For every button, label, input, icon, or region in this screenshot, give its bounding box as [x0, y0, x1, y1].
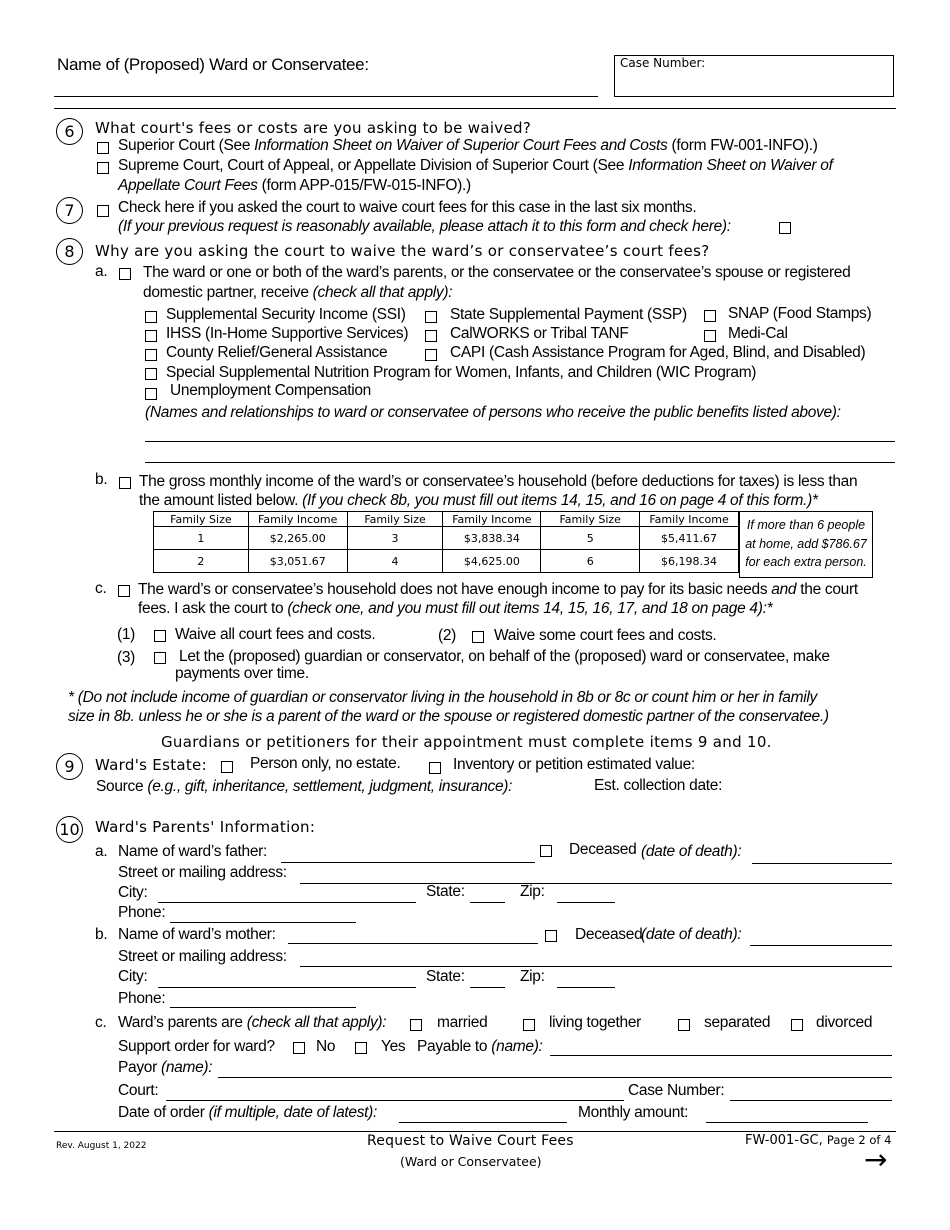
item-6-question: What court's fees or costs are you asking to be waived?	[95, 119, 532, 137]
item-10b-label: b.	[95, 926, 108, 943]
inventory-checkbox[interactable]	[429, 762, 441, 774]
table-cell: 2	[154, 550, 249, 573]
option-3-number: (3)	[117, 649, 136, 666]
superior-court-label: Superior Court (See Information Sheet on Waiver of Superior Court Fees and Costs (form FW-001-INFO).)	[118, 137, 818, 154]
form-title: Request to Waive Court Fees	[367, 1133, 574, 1149]
ssp-checkbox[interactable]	[425, 311, 437, 323]
father-deceased-checkbox[interactable]	[540, 845, 552, 857]
mother-date-of-death-label: (date of death):	[641, 926, 742, 943]
case-number-label: Case Number:	[620, 56, 706, 70]
item-8c-label: c.	[95, 580, 107, 597]
married-checkbox[interactable]	[410, 1019, 422, 1031]
item-8a-text: The ward or one or both of the ward’s parents, or the conservatee or the conservatee’s spouse or registered	[143, 264, 851, 281]
header-cell: Family Income	[443, 512, 541, 527]
father-street-label: Street or mailing address:	[118, 864, 287, 881]
mother-deceased-label: Deceased	[575, 926, 643, 943]
table-cell: 4	[347, 550, 443, 573]
header-cell: Family Size	[154, 512, 249, 527]
father-state-label: State:	[426, 883, 465, 900]
county-relief-label: County Relief/General Assistance	[166, 344, 388, 361]
income-table-row	[154, 550, 739, 573]
ihss-label: IHSS (In-Home Supportive Services)	[166, 325, 409, 342]
ssi-label: Supplemental Security Income (SSI)	[166, 306, 406, 323]
unemployment-checkbox[interactable]	[145, 388, 157, 400]
income-table-header	[154, 512, 739, 527]
waive-all-checkbox[interactable]	[154, 630, 166, 642]
calworks-label: CalWORKS or Tribal TANF	[450, 325, 629, 342]
divorced-label: divorced	[816, 1014, 873, 1031]
appellate-court-label-cont: Appellate Court Fees (form APP-015/FW-015-INFO).)	[118, 177, 471, 194]
county-relief-checkbox[interactable]	[145, 349, 157, 361]
unemployment-label: Unemployment Compensation	[170, 382, 371, 399]
person-only-label: Person only, no estate.	[250, 755, 401, 772]
guardians-note: Guardians or petitioners for their appointment must complete items 9 and 10.	[161, 733, 772, 751]
snap-label: SNAP (Food Stamps)	[728, 305, 872, 322]
mother-zip-label: Zip:	[520, 968, 545, 985]
footnote-line-2: size in 8b. unless he or she is a parent of the ward or the spouse or registered domestic partner of the conservatee.)	[68, 708, 829, 725]
low-income-checkbox[interactable]	[119, 477, 131, 489]
table-cell: 6	[541, 550, 640, 573]
item-10a-label: a.	[95, 843, 108, 860]
father-state-field[interactable]	[470, 902, 505, 903]
payments-over-time-label: Let the (proposed) guardian or conservator, on behalf of the (proposed) ward or conservatee, make	[179, 648, 830, 665]
support-case-number-label: Case Number:	[628, 1082, 725, 1099]
parents-info-label: Ward's Parents' Information:	[95, 818, 316, 836]
ssp-label: State Supplemental Payment (SSP)	[450, 306, 687, 323]
waive-all-label: Waive all court fees and costs.	[175, 626, 376, 643]
ward-name-field[interactable]	[54, 96, 598, 97]
item-6-number: 6	[56, 118, 83, 145]
calworks-checkbox[interactable]	[425, 330, 437, 342]
header-cell: Family Income	[248, 512, 347, 527]
inventory-label: Inventory or petition estimated value:	[453, 756, 695, 773]
header-cell: Family Size	[347, 512, 443, 527]
wards-estate-label: Ward's Estate:	[95, 756, 207, 774]
public-benefits-checkbox[interactable]	[119, 268, 131, 280]
mother-deceased-checkbox[interactable]	[545, 930, 557, 942]
support-order-yes-checkbox[interactable]	[355, 1042, 367, 1054]
item-8-question: Why are you asking the court to waive the ward’s or conservatee’s court fees?	[95, 242, 710, 260]
table-cell: 3	[347, 527, 443, 550]
support-order-no-label: No	[316, 1038, 336, 1055]
date-of-order-field[interactable]	[399, 1122, 567, 1123]
ward-name-label: Name of (Proposed) Ward or Conservatee:	[57, 55, 369, 74]
mother-state-label: State:	[426, 968, 465, 985]
ssi-checkbox[interactable]	[145, 311, 157, 323]
header-divider	[54, 108, 896, 109]
payable-to-field[interactable]	[550, 1055, 892, 1056]
item-8b-label: b.	[95, 471, 108, 488]
support-order-yes-label: Yes	[381, 1038, 406, 1055]
divorced-checkbox[interactable]	[791, 1019, 803, 1031]
wic-checkbox[interactable]	[145, 368, 157, 380]
court-label: Court:	[118, 1082, 159, 1099]
page-number: Page 2 of 4	[826, 1133, 892, 1147]
item-8b-text-cont: the amount listed below. (If you check 8b, you must fill out items 14, 15, and 16 on page 4 of this form.)*	[139, 492, 818, 509]
item-10c-label: c.	[95, 1014, 107, 1031]
father-phone-label: Phone:	[118, 904, 166, 921]
married-label: married	[437, 1014, 488, 1031]
attach-previous-checkbox[interactable]	[779, 222, 791, 234]
living-together-label: living together	[549, 1014, 642, 1031]
monthly-amount-label: Monthly amount:	[578, 1104, 689, 1121]
form-subtitle: (Ward or Conservatee)	[400, 1154, 542, 1169]
wic-label: Special Supplemental Nutrition Program for Women, Infants, and Children (WIC Program)	[166, 364, 757, 381]
monthly-amount-field[interactable]	[706, 1122, 868, 1123]
mother-state-field[interactable]	[470, 987, 505, 988]
appellate-court-label: Supreme Court, Court of Appeal, or Appellate Division of Superior Court (See Information Sheet on Waiver of	[118, 157, 833, 174]
insufficient-income-checkbox[interactable]	[118, 585, 130, 597]
support-order-no-checkbox[interactable]	[293, 1042, 305, 1054]
benefit-recipients-note: (Names and relationships to ward or conservatee of persons who receive the public benefits listed above):	[145, 404, 841, 421]
item-8c-text: The ward’s or conservatee’s household does not have enough income to pay for its basic needs and the court	[138, 581, 858, 598]
item-7-attach-text: (If your previous request is reasonably available, please attach it to this form and check here):	[118, 218, 731, 235]
living-together-checkbox[interactable]	[523, 1019, 535, 1031]
father-deceased-label: Deceased	[569, 841, 637, 858]
table-cell: $3,051.67	[248, 550, 347, 573]
extra-person-note	[739, 511, 873, 578]
separated-label: separated	[704, 1014, 771, 1031]
support-case-number-field[interactable]	[730, 1100, 892, 1101]
mother-name-label: Name of ward’s mother:	[118, 926, 276, 943]
item-10-number: 10	[56, 816, 83, 843]
payable-to-label: Payable to (name):	[417, 1038, 543, 1055]
table-cell: 5	[541, 527, 640, 550]
mother-phone-field[interactable]	[170, 1007, 356, 1008]
item-8b-text: The gross monthly income of the ward’s or conservatee’s household (before deductions for taxes) is less than	[139, 473, 858, 490]
mother-city-field[interactable]	[158, 987, 416, 988]
father-date-of-death-label: (date of death):	[641, 843, 742, 860]
waive-some-label: Waive some court fees and costs.	[494, 627, 717, 644]
table-cell: $5,411.67	[640, 527, 739, 550]
payments-over-time-checkbox[interactable]	[154, 652, 166, 664]
payments-over-time-label-cont: payments over time.	[175, 665, 309, 682]
mother-zip-field[interactable]	[557, 987, 615, 988]
mother-city-label: City:	[118, 968, 148, 985]
header-cell: Family Size	[541, 512, 640, 527]
extra-person-note-1: If more than 6 people	[746, 518, 866, 532]
benefit-recipients-line-2[interactable]	[145, 462, 895, 463]
table-cell: $6,198.34	[640, 550, 739, 573]
next-page-arrow-icon[interactable]: →	[864, 1143, 888, 1176]
table-cell: $3,838.34	[443, 527, 541, 550]
table-cell: $4,625.00	[443, 550, 541, 573]
income-table-row	[154, 527, 739, 550]
father-date-of-death-field[interactable]	[752, 863, 892, 864]
benefit-recipients-line-1[interactable]	[145, 441, 895, 442]
item-8c-text-cont: fees. I ask the court to (check one, and you must fill out items 14, 15, 16, 17, and 18 on page 4):*	[138, 600, 773, 617]
payor-label: Payor (name):	[118, 1059, 213, 1076]
item-8-number: 8	[56, 238, 83, 265]
item-7-text: Check here if you asked the court to waive court fees for this case in the last six months.	[118, 199, 697, 216]
header-cell: Family Income	[640, 512, 739, 527]
footnote-line-1: * (Do not include income of guardian or conservator living in the household in 8b or 8c or count him or her in family	[68, 689, 817, 706]
ihss-checkbox[interactable]	[145, 330, 157, 342]
mother-phone-label: Phone:	[118, 990, 166, 1007]
mother-street-label: Street or mailing address:	[118, 948, 287, 965]
father-zip-label: Zip:	[520, 883, 545, 900]
superior-court-checkbox[interactable]	[97, 142, 109, 154]
father-city-label: City:	[118, 884, 148, 901]
waive-some-checkbox[interactable]	[472, 631, 484, 643]
item-7-number: 7	[56, 197, 83, 224]
revision-date: Rev. August 1, 2022	[56, 1141, 147, 1151]
income-table	[153, 511, 739, 573]
item-8a-text-cont: domestic partner, receive (check all that apply):	[143, 284, 453, 301]
medical-label: Medi-Cal	[728, 325, 788, 342]
father-phone-field[interactable]	[170, 922, 356, 923]
father-name-label: Name of ward’s father:	[118, 843, 268, 860]
date-of-order-label: Date of order (if multiple, date of latest):	[118, 1104, 378, 1121]
father-street-field[interactable]	[300, 883, 892, 884]
est-collection-date-label: Est. collection date:	[594, 777, 723, 794]
previous-request-checkbox[interactable]	[97, 205, 109, 217]
table-cell: $2,265.00	[248, 527, 347, 550]
item-8a-label: a.	[95, 263, 108, 280]
form-id-text: FW-001-GC,	[745, 1133, 823, 1148]
court-field[interactable]	[166, 1100, 624, 1101]
parents-are-label: Ward’s parents are (check all that apply):	[118, 1014, 387, 1031]
mother-date-of-death-field[interactable]	[750, 945, 892, 946]
option-1-number: (1)	[117, 626, 136, 643]
mother-street-field[interactable]	[300, 966, 892, 967]
case-number-box[interactable]	[614, 55, 894, 97]
separated-checkbox[interactable]	[678, 1019, 690, 1031]
capi-checkbox[interactable]	[425, 349, 437, 361]
extra-person-note-2: at home, add $786.67	[745, 537, 867, 551]
support-order-label: Support order for ward?	[118, 1038, 275, 1055]
footer-divider	[54, 1131, 896, 1132]
father-city-field[interactable]	[158, 902, 416, 903]
mother-name-field[interactable]	[288, 943, 538, 944]
father-name-field[interactable]	[281, 862, 535, 863]
snap-checkbox[interactable]	[704, 310, 716, 322]
payor-field[interactable]	[218, 1077, 892, 1078]
option-2-number: (2)	[438, 627, 457, 644]
appellate-court-checkbox[interactable]	[97, 162, 109, 174]
estate-source-label: Source (e.g., gift, inheritance, settlement, judgment, insurance):	[96, 778, 513, 795]
person-only-checkbox[interactable]	[221, 761, 233, 773]
extra-person-note-3: for each extra person.	[745, 555, 867, 569]
item-9-number: 9	[56, 753, 83, 780]
table-cell: 1	[154, 527, 249, 550]
father-zip-field[interactable]	[557, 902, 615, 903]
capi-label: CAPI (Cash Assistance Program for Aged, Blind, and Disabled)	[450, 344, 866, 361]
medical-checkbox[interactable]	[704, 330, 716, 342]
